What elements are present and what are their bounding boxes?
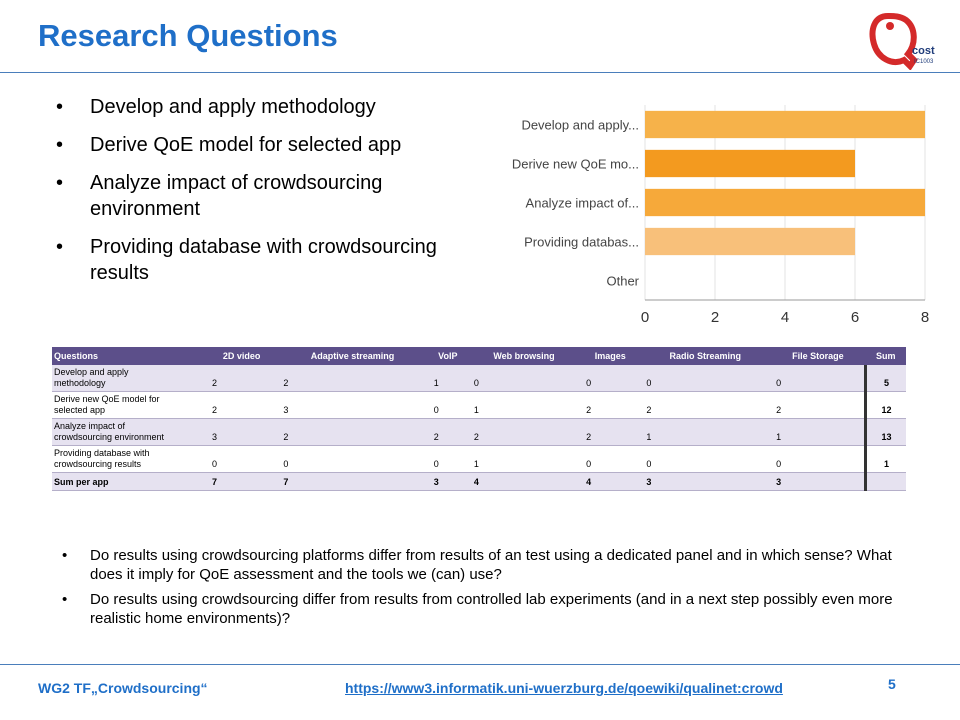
count-cell: 2 [206,392,277,419]
chart-bar [645,150,855,177]
column-header: Questions [52,347,206,365]
count-cell: 0 [640,446,770,473]
count-cell: 1 [640,419,770,446]
total-cell: 4 [468,473,580,491]
total-cell: 3 [770,473,865,491]
chart-category-label: Providing databas... [524,234,639,250]
count-cell: 0 [640,365,770,392]
count-cell: 1 [428,365,468,392]
chart-bar [645,228,855,255]
page-title: Research Questions [38,18,338,53]
total-cell: 3 [428,473,468,491]
table-row [52,392,906,419]
chart-bar [645,111,925,138]
question-line: selected app [54,405,106,415]
question-line: crowdsourcing environment [54,432,165,442]
sum-cell: 12 [866,392,906,419]
chart-bar [645,189,925,216]
count-cell: 0 [206,446,277,473]
topic-item: • Analyze impact of crowdsourcing environment [52,170,482,222]
sum-cell: 5 [866,365,906,392]
count-cell: 0 [580,365,640,392]
count-cell: 2 [468,419,580,446]
chart-category-label: Other [606,273,639,289]
chart-category-label: Derive new QoE mo... [511,156,639,172]
count-cell: 2 [428,419,468,446]
column-header: 2D video [206,347,277,365]
chart-category-label: Analyze impact of... [525,195,639,211]
chart-x-tick-label: 4 [780,309,790,326]
column-header: File Storage [770,347,865,365]
qualinet-cost-logo [866,10,946,70]
total-cell: 4 [580,473,640,491]
sum-cell [866,473,906,491]
count-cell: 3 [206,419,277,446]
total-cell: 3 [640,473,770,491]
column-header: Web browsing [468,347,580,365]
count-cell: 0 [770,446,865,473]
count-cell: 1 [468,392,580,419]
count-cell: 0 [277,446,427,473]
header-divider [0,72,960,73]
chart-x-tick-label: 2 [710,309,720,326]
logo-cost-text: cost [912,45,935,57]
question-cell [52,365,206,392]
topic-item: • Develop and apply methodology [52,94,482,120]
count-cell: 2 [580,419,640,446]
count-cell: 2 [770,392,865,419]
topic-item: • Derive QoE model for selected app [52,132,482,158]
footer-taskforce-label: WG2 TF„Crowdsourcing“ [38,680,208,696]
count-cell: 1 [468,446,580,473]
column-header: Images [580,347,640,365]
question-cell [52,446,206,473]
total-cell: 7 [277,473,427,491]
count-cell: 2 [206,365,277,392]
count-cell: 0 [428,392,468,419]
question-line: methodology [54,378,106,388]
question-line: Develop and apply [54,367,129,377]
question-line: Derive new QoE model for [54,394,160,404]
chart-category-label: Develop and apply... [521,117,639,133]
count-cell: 3 [277,392,427,419]
count-cell: 0 [580,446,640,473]
footer-wiki-link[interactable]: https://www3.informatik.uni-wuerzburg.de/qoewiki/qualinet:crowd [345,680,783,696]
topic-item: • Providing database with crowdsourcing results [52,234,482,286]
total-label-cell: Sum per app [52,473,206,491]
count-cell: 2 [277,419,427,446]
column-header: Radio Streaming [640,347,770,365]
count-cell: 2 [580,392,640,419]
table-header-row [52,347,906,365]
research-question: • Do results using crowdsourcing differ from results from controlled lab experiments (and in a next step possibly even more realistic home environments)? [62,590,902,628]
chart-x-tick-label: 0 [640,309,650,326]
topic-list [52,94,482,298]
column-header: Adaptive streaming [277,347,427,365]
table-row [52,365,906,392]
survey-table [52,347,906,491]
research-question-list [62,546,902,634]
page-number: 5 [888,676,896,692]
logo-code-text: IC1003 [914,59,934,65]
footer-divider [0,664,960,665]
table-row [52,419,906,446]
count-cell: 0 [770,365,865,392]
count-cell: 1 [770,419,865,446]
sum-cell: 13 [866,419,906,446]
question-line: crowdsourcing results [54,459,142,469]
column-header: Sum [866,347,906,365]
chart-x-tick-label: 6 [850,309,860,326]
total-cell: 7 [206,473,277,491]
question-cell [52,392,206,419]
survey-bar-chart [480,95,950,330]
count-cell: 0 [468,365,580,392]
column-header: VoIP [428,347,468,365]
question-line: Analyze impact of [54,421,126,431]
question-cell [52,419,206,446]
research-question: • Do results using crowdsourcing platforms differ from results of an test using a dedicated panel and in which sense? What does it imply for QoE assessment and the tools we (can) use? [62,546,902,584]
question-line: Providing database with [54,448,150,458]
count-cell: 0 [428,446,468,473]
count-cell: 2 [640,392,770,419]
table-total-row [52,473,906,491]
table-row [52,446,906,473]
count-cell: 2 [277,365,427,392]
chart-x-tick-label: 8 [920,309,930,326]
sum-cell: 1 [866,446,906,473]
